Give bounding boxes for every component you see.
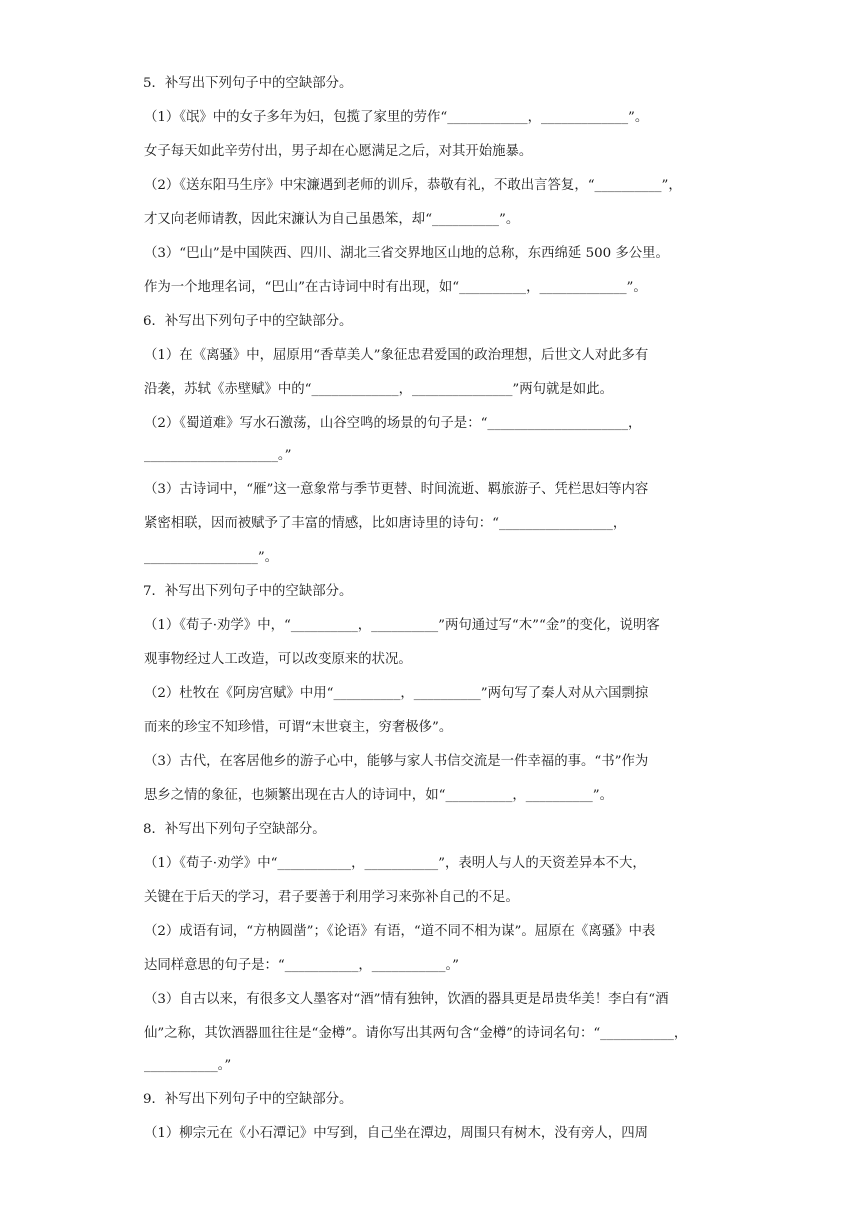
question-9-item-1: （1）柳宗元在《小石潭记》中写到，自己坐在潭边，周围只有树木，没有旁人，四周	[144, 1126, 648, 1141]
question-5-item-2: （2）《送东阳马生序》中宋濂遇到老师的训斥，恭敬有礼，不敢出言答复，“__________”，	[144, 178, 682, 193]
question-9-heading: 9．补写出下列句子中的空缺部分。	[143, 1092, 353, 1107]
question-5-item-3: （3）“巴山”是中国陕西、四川、湖北三省交界地区山地的总称，东西绵延 500 多公里。	[144, 246, 669, 261]
question-6-item-3-cont2: _________________”。	[144, 550, 279, 565]
question-8-item-1-cont: 关键在于后天的学习，君子要善于利用学习来弥补自己的不足。	[144, 890, 519, 905]
question-6-item-3: （3）古诗词中，“雁”这一意象常与季节更替、时间流逝、羁旅游子、凭栏思妇等内容	[144, 482, 649, 497]
question-6-item-3-cont: 紧密相联，因而被赋予了丰富的情感，比如唐诗里的诗句：“_________________，	[144, 516, 627, 531]
question-8-item-3: （3）自古以来，有很多文人墨客对“酒”情有独钟，饮酒的器具更是昂贵华美！李白有“酒	[144, 992, 669, 1007]
question-5-item-1-cont: 女子每天如此辛劳付出，男子却在心愿满足之后，对其开始施暴。	[144, 144, 533, 159]
question-8-item-1: （1）《荀子·劝学》中“___________，___________”，表明人与人的天资差异本不大，	[144, 856, 646, 871]
question-5-item-3-cont: 作为一个地理名词，“巴山”在古诗词中时有出现，如“__________，_____________”。	[144, 280, 647, 295]
question-8-heading: 8．补写出下列句子空缺部分。	[143, 822, 326, 837]
question-7-item-3: （3）古代，在客居他乡的游子心中，能够与家人书信交流是一件幸福的事。“书”作为	[144, 754, 649, 769]
question-8-item-2: （2）成语有词，“方枘圆凿”；《论语》有语，“道不同不相为谋”。屈原在《离骚》中表	[144, 924, 656, 939]
question-7-item-1-cont: 观事物经过人工改造，可以改变原来的状况。	[144, 652, 412, 667]
question-5-item-1: （1）《氓》中的女子多年为妇，包揽了家里的劳作“____________，_____________”。	[144, 110, 649, 125]
question-6-item-1-cont: 沿袭，苏轼《赤壁赋》中的“_____________，_______________”两句就是如此。	[144, 382, 613, 397]
question-7-item-1: （1）《荀子·劝学》中，“__________，__________”两句通过写“木”“金”的变化，说明客	[144, 618, 660, 633]
question-7-item-3-cont: 思乡之情的象征，也频繁出现在古人的诗词中，如“__________，__________”。	[144, 788, 613, 803]
question-6-item-2: （2）《蜀道难》写水石激荡，山谷空鸣的场景的句子是：“_____________________，	[144, 416, 642, 431]
question-7-item-2: （2）杜牧在《阿房宫赋》中用“__________，__________”两句写了秦人对从六国剽掠	[144, 686, 649, 701]
question-5-item-2-cont: 才又向老师请教，因此宋濂认为自己虽愚笨，却“__________”。	[144, 212, 520, 227]
question-7-heading: 7．补写出下列句子中的空缺部分。	[143, 584, 353, 599]
question-8-item-3-cont2: ___________。”	[144, 1058, 232, 1073]
question-8-item-3-cont: 仙”之称，其饮酒器皿往往是“金樽”。请你写出其两句含“金樽”的诗词名句：“___________，	[144, 1026, 688, 1041]
question-5-heading: 5．补写出下列句子中的空缺部分。	[143, 76, 353, 91]
question-6-item-1: （1）在《离骚》中，屈原用“香草美人”象征忠君爱国的政治理想，后世文人对此多有	[144, 348, 649, 363]
question-6-item-2-cont: ____________________。”	[144, 448, 292, 463]
question-7-item-2-cont: 而来的珍宝不知珍惜，可谓“末世衰主，穷奢极侈”。	[144, 720, 453, 735]
question-8-item-2-cont: 达同样意思的句子是：“___________，___________。”	[144, 958, 459, 973]
question-6-heading: 6．补写出下列句子中的空缺部分。	[143, 314, 353, 329]
